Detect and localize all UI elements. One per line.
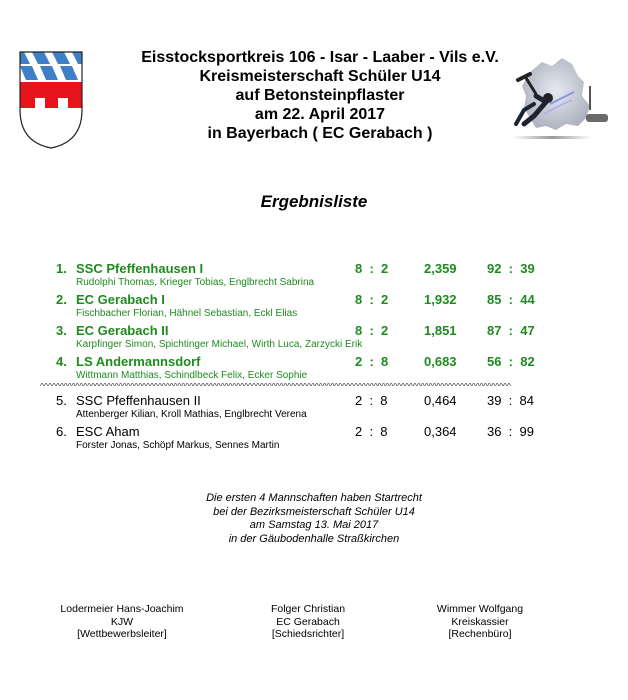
result-score: 39 : 84	[487, 393, 534, 408]
result-score: 87 : 47	[487, 323, 535, 338]
note-line: in der Gäubodenhalle Straßkirchen	[228, 532, 400, 545]
result-quotient: 0,464	[424, 393, 457, 408]
result-members: Fischbacher Florian, Hähnel Sebastian, Eckl Elias	[76, 308, 298, 319]
result-points: 8 : 2	[355, 323, 389, 338]
result-rank: 2.	[56, 292, 67, 307]
result-team: EC Gerabach I	[76, 292, 165, 307]
coat-of-arms-icon	[18, 50, 84, 150]
result-score: 36 : 99	[487, 424, 534, 439]
result-members: Forster Jonas, Schöpf Markus, Sennes Martin	[76, 440, 280, 451]
signature-role: [Schiedsrichter]	[271, 628, 345, 640]
result-points: 2 : 8	[355, 393, 388, 408]
header-line-date: am 22. April 2017	[254, 106, 386, 123]
signature-referee	[208, 603, 408, 641]
note-line: Die ersten 4 Mannschaften haben Startrecht	[206, 492, 422, 504]
result-members: Attenberger Kilian, Kroll Mathias, Englbrecht Verena	[76, 409, 307, 420]
result-members: Karpfinger Simon, Spichtinger Michael, Wirth Luca, Zarzycki Erik	[76, 339, 363, 350]
result-row	[0, 352, 628, 383]
result-team: EC Gerabach II	[76, 323, 169, 338]
result-row	[0, 259, 628, 290]
signature-calculation-office	[380, 603, 580, 641]
result-quotient: 1,932	[424, 292, 457, 307]
signature-org: EC Gerabach	[276, 615, 340, 628]
result-score: 85 : 44	[487, 292, 535, 307]
signature-org: KJW	[110, 615, 134, 628]
result-row	[0, 321, 628, 352]
qualification-separator: ^^^^^^^^^^^^^^^^^^^^^^^^^^^^^^^^^^^^^^^^^^^^^^^^^^^^^^^^^^^^^^^^^^^^^^^^^^^^^^^^^^^^^^^^^^^^^^^^^^^^^^^^^^^^^^^^^^^^^^^^	[40, 383, 511, 389]
signature-org: Kreiskassier	[451, 615, 509, 628]
result-quotient: 2,359	[424, 261, 457, 276]
event-header	[100, 48, 540, 143]
signature-name: Folger Christian	[270, 603, 346, 615]
result-points: 2 : 8	[355, 424, 388, 439]
header-line-organization: Eisstocksportkreis 106 - Isar - Laaber - Vils e.V.	[141, 49, 499, 66]
result-rank: 1.	[56, 261, 67, 276]
result-quotient: 1,851	[424, 323, 457, 338]
result-quotient: 0,364	[424, 424, 457, 439]
result-score: 92 : 39	[487, 261, 535, 276]
result-team: ESC Aham	[76, 424, 140, 439]
result-team: SSC Pfeffenhausen I	[76, 261, 204, 276]
result-score: 56 : 82	[487, 354, 535, 369]
result-rank: 6.	[56, 424, 67, 439]
result-members: Rudolphi Thomas, Krieger Tobias, Englbrecht Sabrina	[76, 277, 315, 288]
header-line-championship: Kreismeisterschaft Schüler U14	[199, 68, 441, 85]
note-line: bei der Bezirksmeisterschaft Schüler U14	[213, 505, 415, 518]
result-row	[0, 391, 628, 422]
signature-role: [Rechenbüro]	[448, 628, 512, 640]
results-table	[0, 259, 628, 451]
signature-role: [Wettbewerbsleiter]	[77, 628, 167, 640]
result-points: 8 : 2	[355, 292, 389, 307]
header-line-location: in Bayerbach ( EC Gerabach )	[207, 125, 433, 142]
result-quotient: 0,683	[424, 354, 457, 369]
result-row	[0, 290, 628, 321]
result-row	[0, 422, 628, 453]
note-line: am Samstag 13. Mai 2017	[249, 519, 379, 531]
qualification-note	[0, 492, 628, 546]
result-members: Wittmann Matthias, Schindlbeck Felix, Ecker Sophie	[76, 370, 308, 381]
result-team: SSC Pfeffenhausen II	[76, 393, 201, 408]
result-rank: 4.	[56, 354, 67, 369]
result-rank: 5.	[56, 393, 67, 408]
eisstock-logo-icon	[490, 52, 615, 147]
result-points: 8 : 2	[355, 261, 389, 276]
signature-competition-manager	[22, 603, 222, 641]
signature-name: Lodermeier Hans-Joachim	[60, 603, 184, 615]
page-title: Ergebnisliste	[260, 192, 368, 211]
header-line-surface: auf Betonsteinpflaster	[235, 87, 405, 104]
result-rank: 3.	[56, 323, 67, 338]
signature-name: Wimmer Wolfgang	[436, 603, 524, 615]
result-points: 2 : 8	[355, 354, 389, 369]
result-team: LS Andermannsdorf	[76, 354, 201, 369]
